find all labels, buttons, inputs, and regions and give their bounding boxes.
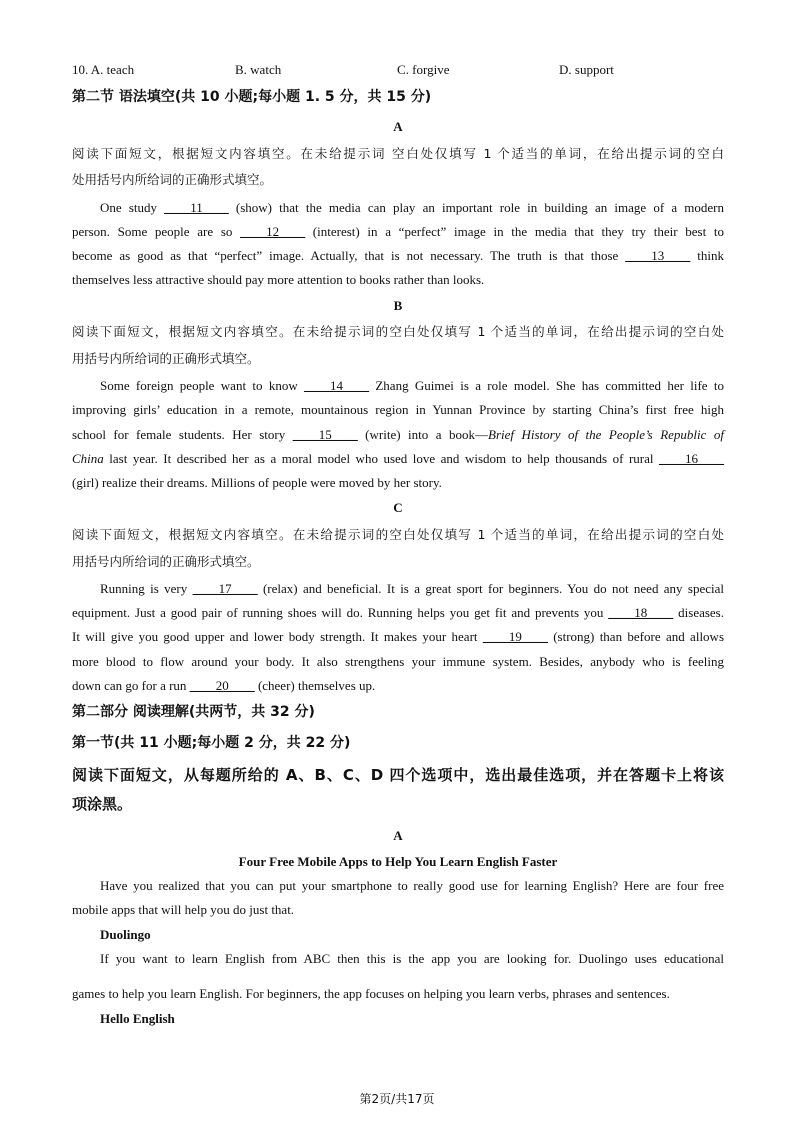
part-a-line-1: One study ____11____ (show) that the media can play an important role in building an image of a modern	[100, 200, 724, 215]
q10-option-b: B. watch	[235, 62, 282, 77]
part-b-line-1: Some foreign people want to know ____14____ Zhang Guimei is a role model. She has committed her life to	[100, 378, 724, 393]
blank-14: ____14____	[304, 378, 370, 393]
part-b-line-5: (girl) realize their dreams. Millions of people were moved by her story.	[72, 475, 442, 490]
reading-a-title: Four Free Mobile Apps to Help You Learn English Faster	[238, 854, 558, 869]
part-a-instruction-2: 处用括号内所给词的正确形式填空。	[72, 172, 273, 187]
part-b-instruction-1: 阅读下面短文，根据短文内容填空。在未给提示词的空白处仅填写 1 个适当的单词，在给出提示词的空白处	[72, 324, 724, 339]
part-c-line-3: It will give you good upper and lower body strength. It makes your heart ____19____ (strong) than before and allows	[72, 629, 725, 644]
blank-11: ____11____	[164, 200, 229, 215]
reading-a-p1-line-1: Have you realized that you can put your smartphone to really good use for learning English? Here are four free	[100, 878, 724, 893]
section2-heading: 第二节 语法填空(共 10 小题;每小题 1. 5 分，共 15 分)	[72, 89, 432, 105]
part-c-label: C	[393, 500, 403, 515]
part-c-instruction-1: 阅读下面短文，根据短文内容填空。在未给提示词的空白处仅填写 1 个适当的单词，在给出提示词的空白处	[72, 527, 724, 542]
reading-a-p1-line-2: mobile apps that will help you do just that.	[72, 902, 295, 917]
blank-20: ____20____	[189, 678, 255, 693]
blank-13: ____13____	[625, 248, 691, 263]
blank-17: ____17____	[192, 581, 258, 596]
q10-option-a: 10. A. teach	[72, 62, 135, 77]
blank-19: ____19____	[482, 629, 548, 644]
part-b-line-3: school for female students. Her story ____15____ (write) into a book—Brief History of the People’s Republic of	[72, 427, 724, 442]
blank-16: ____16____	[659, 451, 724, 466]
q10-option-c: C. forgive	[397, 62, 450, 77]
reading-a-label: A	[393, 828, 403, 843]
page-number: 第2页/共17页	[359, 1092, 435, 1106]
q10-option-d: D. support	[559, 62, 614, 77]
part-b-line-4: China last year. It described her as a moral model who used love and wisdom to help thousands of rural ____16____	[72, 451, 724, 466]
part2-instruction-2: 项涂黑。	[72, 795, 133, 813]
part2-subheading: 第一节(共 11 小题;每小题 2 分，共 22 分)	[72, 735, 351, 751]
part-c-line-2: equipment. Just a good pair of running shoes will do. Running helps you get fit and prevents you ____18____ diseases.	[72, 605, 724, 620]
part2-instruction-1: 阅读下面短文，从每题所给的 A、B、C、D 四个选项中，选出最佳选项，并在答题卡上将该	[72, 766, 724, 784]
app-duolingo-heading: Duolingo	[100, 927, 151, 942]
part-a-label: A	[393, 119, 403, 134]
reading-a-p2-line-2: games to help you learn English. For beginners, the app focuses on helping you learn verbs, phrases and sentences.	[72, 986, 670, 1001]
part-c-line-5: down can go for a run ____20____ (cheer) themselves up.	[72, 678, 376, 693]
part-c-line-1: Running is very ____17____ (relax) and beneficial. It is a great sport for beginners. You do not need any special	[100, 581, 724, 596]
part-b-instruction-2: 用括号内所给词的正确形式填空。	[72, 351, 260, 366]
part-c-line-4: more blood to flow around your body. It also strengthens your immune system. Besides, anybody who is feeling	[72, 654, 724, 669]
part-b-label: B	[393, 298, 403, 313]
blank-18: ____18____	[608, 605, 674, 620]
part-b-line-2: improving girls’ education in a remote, mountainous region in Yunnan Province by starting China’s first free high	[72, 402, 724, 417]
part-a-instruction-1: 阅读下面短文，根据短文内容填空。在未给提示词 空白处仅填写 1 个适当的单词，在给出提示词的空白	[72, 146, 724, 161]
app-hello-english-heading: Hello English	[100, 1011, 175, 1026]
reading-a-p2-line-1: If you want to learn English from ABC then this is the app you are looking for. Duolingo uses educational	[100, 951, 724, 966]
part-a-line-3: become as good as that “perfect” image. Actually, that is not necessary. The truth is that those ____13____ think	[72, 248, 724, 263]
part-a-line-2: person. Some people are so ____12____ (interest) in a “perfect” image in the media that they try their best to	[72, 224, 724, 239]
part-a-line-4: themselves less attractive should pay more attention to books rather than looks.	[72, 272, 485, 287]
part-c-instruction-2: 用括号内所给词的正确形式填空。	[72, 554, 260, 569]
blank-15: ____15____	[292, 427, 358, 442]
blank-12: ____12____	[240, 224, 306, 239]
part2-heading: 第二部分 阅读理解(共两节，共 32 分)	[72, 704, 315, 720]
